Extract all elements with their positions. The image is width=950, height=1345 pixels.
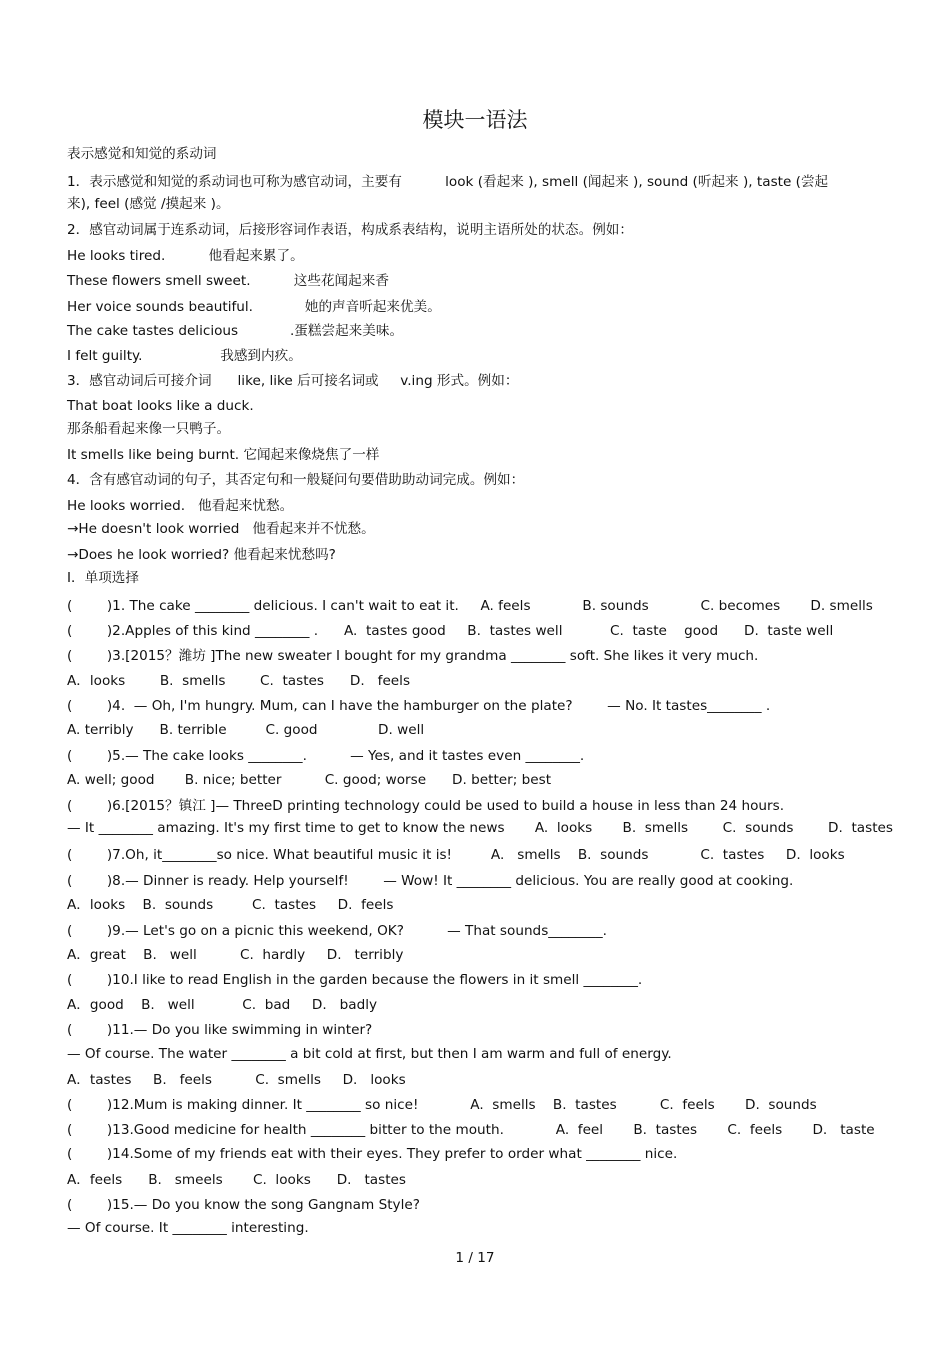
text-line: These flowers smell sweet. 这些花闻起来香 [67,273,389,289]
text-line: ( )8.— Dinner is ready. Help yourself! — Wow! It ________ delicious. You are really good at cooking. [67,873,794,889]
text-line: 来), feel (感觉 /摸起来 )。 [67,196,230,212]
text-line: 那条船看起来像一只鸭子。 [67,421,231,437]
text-line: — Of course. The water ________ a bit cold at first, but then I am warm and full of energy. [67,1046,672,1062]
text-line: →Does he look worried? 他看起来忧愁吗? [67,547,336,563]
text-line: ( )11.— Do you like swimming in winter? [67,1022,373,1038]
text-line: He looks worried. 他看起来忧愁。 [67,498,294,514]
text-line: A．good B. well C. bad D. badly [67,997,378,1013]
text-line: It smells like being burnt. 它闻起来像烧焦了一样 [67,447,380,463]
text-line: A．great B. well C. hardly D. terribly [67,947,404,963]
page-number: 1 / 17 [455,1250,495,1266]
text-line: 2．感官动词属于连系动词，后接形容词作表语，构成系表结构，说明主语所处的状态。例如： [67,222,633,238]
text-line: I felt guilty. 我感到内疚。 [67,348,302,364]
text-line: ( )13.Good medicine for health ________ bitter to the mouth. A. feel B. tastes C. feels D. taste [67,1122,875,1138]
text-line: A．tastes B. feels C. smells D. looks [67,1072,406,1088]
text-line: The cake tastes delicious .蛋糕尝起来美味。 [67,323,404,339]
text-line: ( )2.Apples of this kind ________ . A. tastes good B. tastes well C. taste good D. taste well [67,623,834,639]
page-title: 模块一语法 [422,108,528,132]
text-line: ( )6.[2015？镇江 ]— ThreeD printing technology could be used to build a house in less than 24 hours. [67,798,785,814]
text-line: ( )3.[2015？潍坊 ]The new sweater I bought for my grandma ________ soft. She likes it very much. [67,648,759,664]
text-line: ( )7.Oh, it________so nice. What beautiful music it is! A. smells B. sounds C. tastes D. looks [67,847,845,863]
text-line: ( )1. The cake ________ delicious. I can't wait to eat it. A. feels B. sounds C. becomes D. smells [67,598,873,614]
text-line: Ⅰ．单项选择 [67,570,139,586]
text-line: A．looks B. smells C. tastes D. feels [67,673,411,689]
text-line: 1．表示感觉和知觉的系动词也可称为感官动词，主要有 look (看起来 ), smell (闻起来 ), sound (听起来 ), taste (尝起 [67,174,829,190]
text-line: Her voice sounds beautiful. 她的声音听起来优美。 [67,299,441,315]
text-line: ( )9.— Let's go on a picnic this weekend, OK? — That sounds________. [67,923,607,939]
text-line: ( )12.Mum is making dinner. It ________ so nice! A. smells B. tastes C. feels D. sounds [67,1097,817,1113]
text-line: He looks tired. 他看起来累了。 [67,248,304,264]
text-line: That boat looks like a duck. [67,398,254,414]
text-line: ( )15.— Do you know the song Gangnam Style? [67,1197,420,1213]
text-line: 4．含有感官动词的句子，其否定句和一般疑问句要借助助动词完成。例如： [67,472,525,488]
text-line: ( )5.— The cake looks ________. — Yes, and it tastes even ________. [67,748,585,764]
text-line: A．feels B. smeels C. looks D. tastes [67,1172,406,1188]
text-line: →He doesn't look worried 他看起来并不忧愁。 [67,521,375,537]
text-line: ( )14.Some of my friends eat with their eyes. They prefer to order what ________ nice. [67,1146,678,1162]
text-line: A. terribly B. terrible C. good D. well [67,722,425,738]
text-line: A. well; good B. nice; better C. good; worse D. better; best [67,772,552,788]
text-line: ( )10.I like to read English in the garden because the flowers in it smell ________. [67,972,643,988]
text-line: 3．感官动词后可接介词 like, like 后可接名词或 v.ing 形式。例如： [67,373,519,389]
text-line: A．looks B. sounds C. tastes D. feels [67,897,394,913]
text-line: — It ________ amazing. It's my first time to get to know the news A. looks B. smells C. sounds D. tastes [67,820,893,836]
text-line: — Of course. It ________ interesting. [67,1220,309,1236]
text-line: 表示感觉和知觉的系动词 [67,146,217,162]
text-line: ( )4. — Oh, I'm hungry. Mum, can I have the hamburger on the plate? — No. It tastes________ . [67,698,771,714]
